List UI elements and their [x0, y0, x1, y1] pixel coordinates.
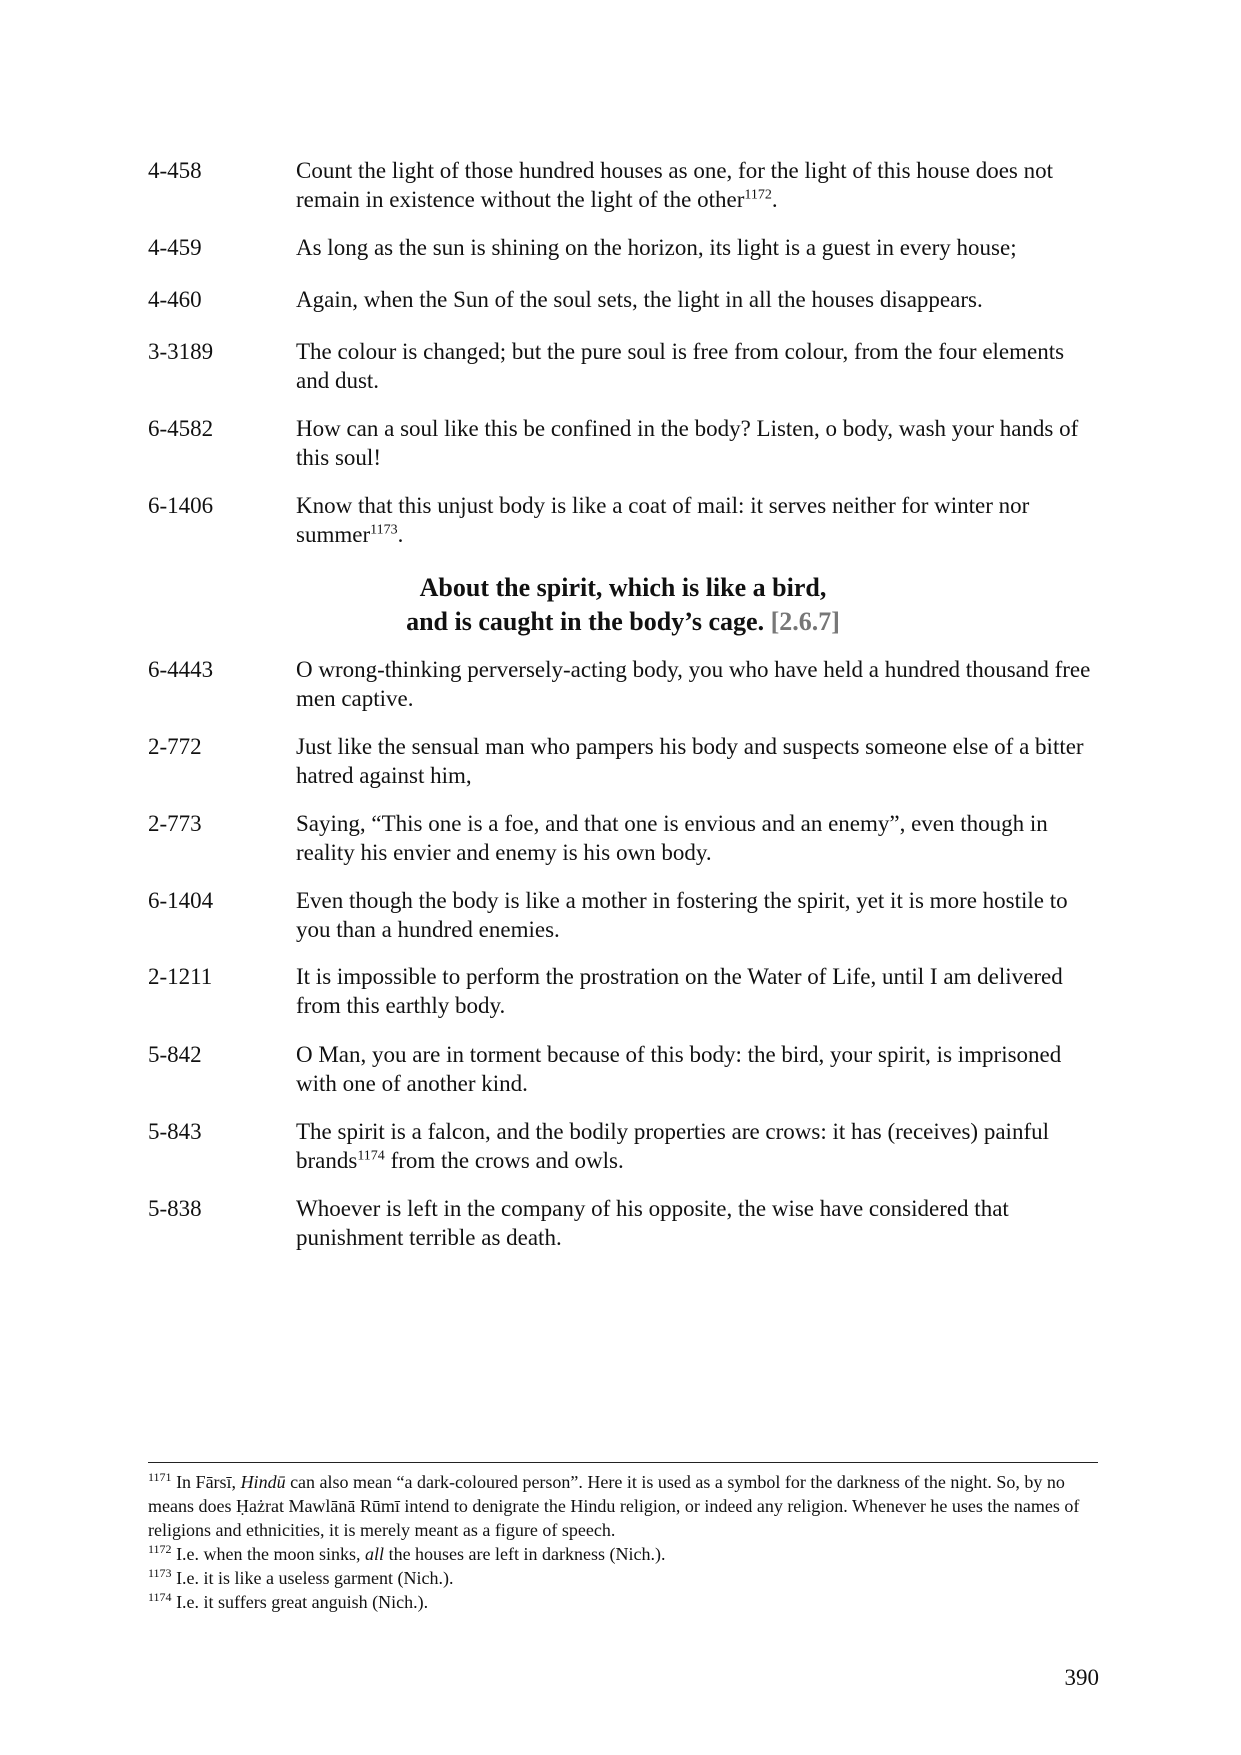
verse-text: Know that this unjust body is like a coat of mail: it serves neither for winter nor summer$^{1173}$. [296, 493, 1030, 547]
heading-line-2: and is caught in the body’s cage. [2.6.7] [406, 607, 840, 636]
footnote-marker[interactable]: 1172 [744, 187, 772, 203]
verse-entry [148, 655, 1098, 713]
verse-ref: 2-772 [148, 734, 202, 759]
verse-entry [148, 886, 1098, 944]
footnote-divider [148, 1462, 1098, 1463]
page-number: 390 [1064, 1665, 1099, 1690]
verse-text: O Man, you are in torment because of this body: the bird, your spirit, is imprisoned with one of another kind. [296, 1042, 1062, 1096]
footnote-1173: $^{1173}$ I.e. it is like a useless garment (Nich.). [148, 1566, 454, 1588]
verse-ref: 5-838 [148, 1196, 202, 1221]
verse-text: Whoever is left in the company of his opposite, the wise have considered that punishment terrible as death. [296, 1196, 1009, 1250]
verse-entry [148, 962, 1098, 1020]
footnotes [148, 1470, 1098, 1614]
section-heading [148, 571, 1098, 639]
verse-ref: 2-1211 [148, 964, 213, 989]
footnote-1171: $^{1171}$ In Fārsī, Hindū can also mean “a dark-coloured person”. Here it is used as a symbol for the darkness of the night. So, by no means does Ḥażrat Mawlānā Rūmī intend to denigrate the Hindu religion, or indeed any religion. Whenever he uses the names of religions and ethnicities, it is merely meant as a figure of speech. [148, 1470, 1080, 1540]
verse-text: Count the light of those hundred houses as one, for the light of this house does not remain in existence without the light of the other$^{1172}$. [296, 158, 1053, 212]
verse-ref: 5-843 [148, 1119, 202, 1144]
verse-text: Saying, “This one is a foe, and that one is envious and an enemy”, even though in reality his envier and enemy is his own body. [296, 811, 1048, 865]
verse-text: O wrong-thinking perversely-acting body, you who have held a hundred thousand free men captive. [296, 657, 1091, 711]
verse-entry [148, 1194, 1098, 1252]
verse-text: The colour is changed; but the pure soul is free from colour, from the four elements and dust. [296, 339, 1065, 393]
verse-text: Even though the body is like a mother in fostering the spirit, yet it is more hostile to you than a hundred enemies. [296, 888, 1068, 942]
verse-entry [148, 809, 1098, 867]
verse-text: It is impossible to perform the prostration on the Water of Life, until I am delivered from this earthly body. [296, 964, 1063, 1018]
verse-ref: 4-459 [148, 235, 202, 260]
verse-ref: 4-460 [148, 287, 202, 312]
verse-ref: 6-1406 [148, 493, 214, 518]
verse-entry [148, 337, 1098, 395]
footnote-marker[interactable]: 1174 [357, 1148, 385, 1164]
verse-entry [148, 491, 1098, 549]
footnote-marker[interactable]: 1173 [370, 522, 398, 538]
verse-ref: 6-1404 [148, 888, 214, 913]
verse-text: Just like the sensual man who pampers his body and suspects someone else of a bitter hatred against him, [296, 734, 1084, 788]
section-ref-link[interactable]: [2.6.7] [770, 607, 840, 636]
verse-text: Again, when the Sun of the soul sets, the light in all the houses disappears. [296, 287, 983, 312]
verse-text: The spirit is a falcon, and the bodily properties are crows: it has (receives) painful brands$^{1174}$ from the crows and owls. [296, 1119, 1049, 1173]
verse-entry [148, 732, 1098, 790]
verse-entry [148, 156, 1098, 214]
verse-ref: 5-842 [148, 1042, 202, 1067]
verse-entry [148, 233, 1098, 262]
heading-line-1: About the spirit, which is like a bird, [419, 573, 827, 602]
verse-ref: 6-4443 [148, 657, 214, 682]
verse-entry [148, 1117, 1098, 1175]
verse-entry [148, 285, 1098, 314]
verse-ref: 4-458 [148, 158, 202, 183]
verse-text: As long as the sun is shining on the horizon, its light is a guest in every house; [296, 235, 1017, 260]
footnote-1174: $^{1174}$ I.e. it suffers great anguish (Nich.). [148, 1590, 429, 1612]
verse-text: How can a soul like this be confined in the body? Listen, o body, wash your hands of this soul! [296, 416, 1079, 470]
footnote-1172: $^{1172}$ I.e. when the moon sinks, all the houses are left in darkness (Nich.). [148, 1542, 666, 1564]
verse-ref: 6-4582 [148, 416, 214, 441]
verse-ref: 3-3189 [148, 339, 214, 364]
verse-entry [148, 414, 1098, 472]
verse-ref: 2-773 [148, 811, 202, 836]
verse-entry [148, 1040, 1098, 1098]
